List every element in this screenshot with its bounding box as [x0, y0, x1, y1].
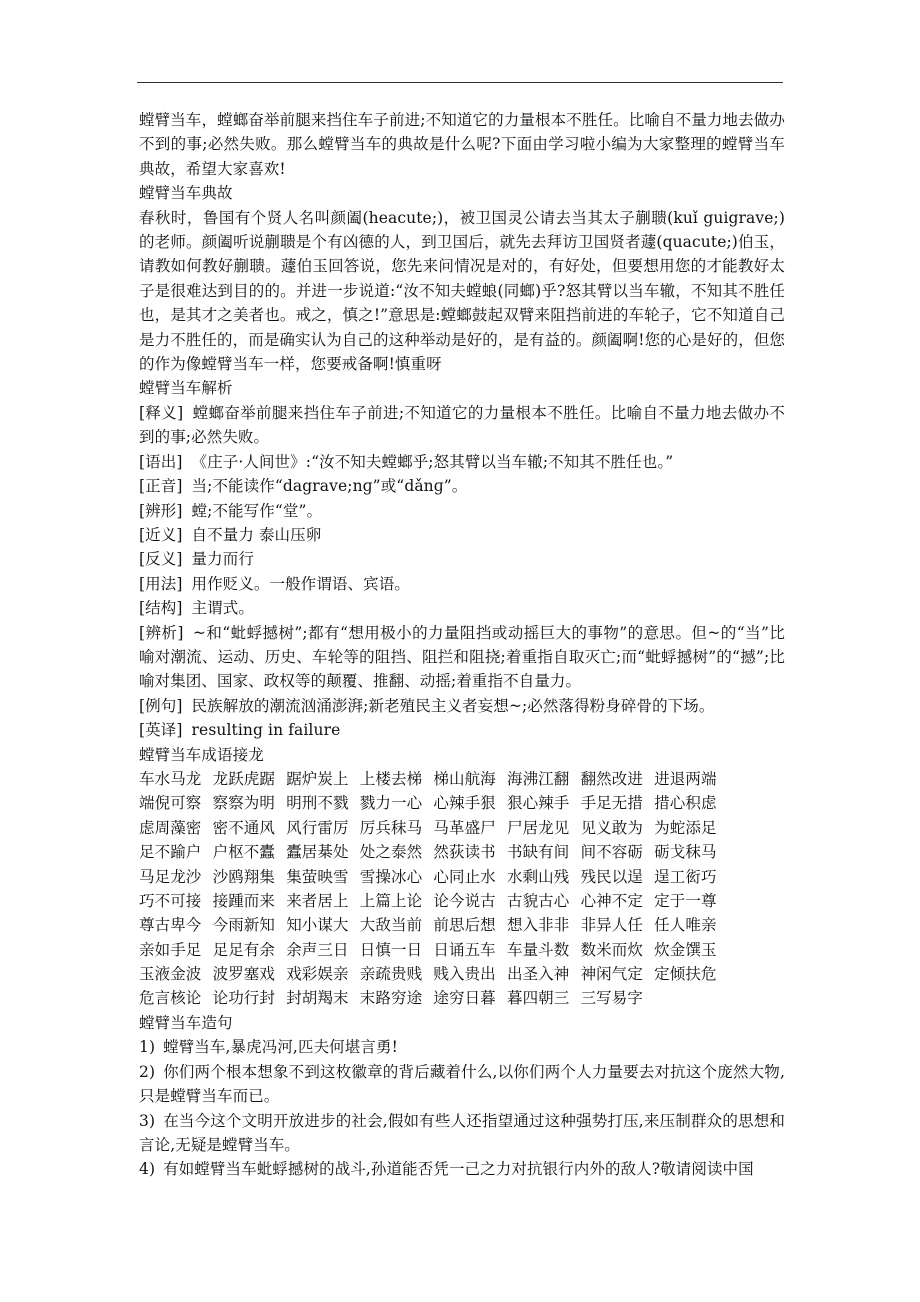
idiom-cell: 心神不定 [580, 891, 643, 910]
analysis-item [139, 694, 785, 718]
idiom-cell: 间不容砺 [580, 843, 643, 862]
idiom-cell: 定于一尊 [654, 891, 717, 910]
idiom-cell: 户枢不蠹 [212, 843, 275, 862]
sentence-text: 在当今这个文明开放进步的社会,假如有些人还指望通过这种强势打压,来压制群众的思想和言论,无疑是螳臂当车。 [139, 1111, 785, 1154]
analysis-text: ~和“蚍蜉撼树”;都有“想用极小的力量阻挡或动摇巨大的事物”的意思。但~的“当”比喻对潮流、运动、历史、车轮等的阻挡、阻拦和阻挠;着重指自取灭亡;而“蚍蜉撼树”的“撼”;比喻对集团、国家、政权等的颠覆、推翻、动摇;着重指不自量力。 [139, 623, 785, 691]
idiom-cell: 贱入贵出 [433, 965, 496, 984]
idiom-cell: 足不踰户 [139, 843, 202, 862]
sentence-item [139, 1157, 785, 1181]
idiom-cell: 虑周藻密 [139, 818, 202, 837]
idiom-cell: 进退两端 [654, 769, 717, 788]
idiom-cell: 尊古卑今 [139, 916, 202, 935]
idiom-row [139, 816, 785, 840]
idiom-cell: 日慎一日 [359, 940, 423, 959]
idiom-cell: 上楼去梯 [359, 769, 423, 788]
idiom-cell: 书缺有间 [506, 843, 570, 862]
idiom-cell: 察察为明 [212, 794, 275, 813]
story-paragraph: 春秋时，鲁国有个贤人名叫颜阖(heacute;)，被卫国灵公请去当其太子蒯聩(kuǐ guigrave;)的老师。颜阖听说蒯聩是个有凶德的人，到卫国后，就先去拜访卫国贤者蘧(quacute;)伯玉，请教如何教好蒯聩。蘧伯玉回答说，您先来问情况是对的，有好处，但要想用您的才能教好太子是很难达到目的的。并进一步说道:“汝不知夫螳蜋(同螂)乎?怒其臂以当车辙，不知其不胜任也，是其才之美者也。戒之，慎之!”意思是:螳螂鼓起双臂来阻挡前进的车轮子，它不知道自己是力不胜任的，而是确实认为自己的这种举动是好的，是有益的。颜阖啊!您的心是好的，但您的作为像螳臂当车一样，您要戒备啊!慎重呀 [139, 208, 785, 374]
idiom-cell: 马革盛尸 [433, 818, 496, 837]
idiom-cell: 沙鸥翔集 [212, 867, 275, 886]
analysis-item [139, 621, 785, 694]
idiom-cell: 心同止水 [433, 867, 496, 886]
idiom-cell: 车量斗数 [506, 940, 570, 959]
analysis-text: 民族解放的潮流汹涌澎湃;新老殖民主义者妄想~;必然落得粉身碎骨的下场。 [191, 696, 715, 715]
sentence-text: 你们两个根本想象不到这枚徽章的背后藏着什么,以你们两个人力量要去对抗这个庞然大物,只是螳臂当车而已。 [139, 1062, 785, 1106]
idiom-cell: 足足有余 [212, 940, 275, 959]
idiom-row [139, 962, 785, 986]
idiom-cell: 今雨新知 [212, 916, 275, 935]
idiom-cell: 心辣手狠 [433, 794, 496, 813]
idiom-cell: 定倾扶危 [654, 965, 717, 984]
idiom-cell: 残民以逞 [580, 867, 643, 886]
idiom-cell: 逞工衒巧 [654, 867, 717, 886]
idiom-cell: 数米而炊 [580, 940, 643, 959]
idiom-cell: 厉兵秣马 [359, 818, 423, 837]
idiom-row [139, 791, 785, 815]
idiom-cell: 三写易字 [580, 989, 643, 1008]
header-rule [137, 82, 783, 83]
idiom-cell: 雪操冰心 [359, 867, 423, 886]
intro-paragraph: 螳臂当车，螳螂奋举前腿来挡住车子前进;不知道它的力量根本不胜任。比喻自不量力地去做办不到的事;必然失败。那么螳臂当车的典故是什么呢?下面由学习啦小编为大家整理的螳臂当车典故，希望大家喜欢! [139, 111, 785, 178]
idiom-cell: 砺戈秣马 [654, 843, 717, 862]
analysis-text: 主谓式。 [191, 599, 254, 618]
sentence-number: 1) [139, 1038, 156, 1057]
idiom-row [139, 865, 785, 889]
analysis-tag: [近义] [139, 525, 183, 544]
analysis-tag: [正音] [139, 477, 183, 496]
analysis-tag: [释义] [139, 403, 184, 422]
idiom-cell: 来者居上 [286, 891, 349, 910]
idiom-cell: 神闲气定 [580, 965, 643, 984]
analysis-item [139, 572, 785, 596]
sentence-item [139, 1035, 785, 1059]
idiom-cell: 余声三日 [286, 940, 349, 959]
idiom-cell: 水剩山残 [506, 867, 570, 886]
sentence-item [139, 1060, 785, 1109]
idiom-cell: 古貌古心 [506, 891, 570, 910]
idiom-row [139, 913, 785, 937]
idiom-cell: 亲如手足 [139, 940, 202, 959]
idiom-cell: 论功行封 [212, 989, 275, 1008]
idiom-cell: 翻然改进 [580, 769, 643, 788]
idiom-cell: 风行雷厉 [286, 818, 349, 837]
idiom-cell: 封胡羯末 [286, 989, 349, 1008]
idiom-cell: 密不通风 [212, 818, 275, 837]
idiom-cell: 前思后想 [433, 916, 496, 935]
idiom-cell: 蠹居棊处 [286, 843, 349, 862]
document-body [139, 108, 785, 1182]
idiom-cell: 车水马龙 [139, 769, 202, 788]
analysis-item [139, 596, 785, 620]
analysis-tag: [用法] [139, 574, 183, 593]
analysis-item [139, 401, 785, 450]
sentence-number: 3) [139, 1111, 156, 1130]
sentence-text: 有如螳臂当车蚍蜉撼树的战斗,孙道能否凭一己之力对抗银行内外的敌人?敬请阅读中国 [163, 1160, 754, 1179]
idiom-cell: 知小谋大 [286, 916, 349, 935]
analysis-text: 自不量力 泰山压卵 [191, 525, 322, 544]
idiom-cell: 出圣入神 [506, 965, 570, 984]
analysis-item [139, 547, 785, 571]
idiom-cell: 接踵而来 [212, 891, 275, 910]
idiom-cell: 措心积虑 [654, 794, 717, 813]
idiom-cell: 见义敢为 [580, 818, 643, 837]
idiom-cell: 暮四朝三 [506, 989, 570, 1008]
idiom-row [139, 938, 785, 962]
idiom-cell: 末路穷途 [359, 989, 423, 1008]
analysis-tag: [反义] [139, 550, 183, 569]
idiom-cell: 踞炉炭上 [286, 769, 349, 788]
idiom-cell: 龙跃虎踞 [212, 769, 275, 788]
idiom-cell: 亲疏贵贱 [359, 965, 423, 984]
idiom-cell: 非异人任 [580, 916, 643, 935]
idiom-cell: 巧不可接 [139, 891, 202, 910]
idiom-row [139, 840, 785, 864]
sentence-text: 螳臂当车,暴虎冯河,匹夫何堪言勇! [163, 1038, 398, 1057]
sentences-heading: 螳臂当车造句 [139, 1013, 233, 1032]
analysis-text: 量力而行 [191, 550, 254, 569]
idiom-chain-grid [139, 767, 785, 1011]
idiom-cell: 集萤映雪 [286, 867, 349, 886]
idiom-cell: 海沸江翻 [506, 769, 570, 788]
sentence-number: 4) [139, 1160, 156, 1179]
sentence-list [139, 1035, 785, 1181]
idiom-cell: 戮力一心 [359, 794, 423, 813]
analysis-text: 螳螂奋举前腿来挡住车子前进;不知道它的力量根本不胜任。比喻自不量力地去做办不到的事;必然失败。 [139, 403, 785, 447]
story-heading: 螳臂当车典故 [139, 184, 233, 203]
analysis-text: 螳;不能写作“堂”。 [191, 501, 323, 520]
analysis-text: 当;不能读作“dagrave;nɡ”或“dǎnɡ”。 [191, 477, 468, 496]
idiom-cell: 梯山航海 [433, 769, 496, 788]
idiom-cell: 大敌当前 [359, 916, 423, 935]
idiom-cell: 波罗塞戏 [212, 965, 275, 984]
idiom-cell: 任人唯亲 [654, 916, 717, 935]
analysis-heading: 螳臂当车解析 [139, 379, 233, 398]
analysis-tag: [例句] [139, 696, 183, 715]
idiom-cell: 马足龙沙 [139, 867, 202, 886]
idiom-cell: 想入非非 [506, 916, 570, 935]
chain-heading: 螳臂当车成语接龙 [139, 745, 264, 764]
analysis-item [139, 450, 785, 474]
analysis-item [139, 499, 785, 523]
analysis-item [139, 718, 785, 742]
idiom-cell: 玉液金波 [139, 965, 202, 984]
idiom-row [139, 767, 785, 791]
idiom-cell: 然荻读书 [433, 843, 496, 862]
idiom-cell: 处之泰然 [359, 843, 423, 862]
idiom-cell: 戏彩娱亲 [286, 965, 349, 984]
idiom-row [139, 889, 785, 913]
analysis-tag: [辨析] [139, 623, 184, 642]
sentence-number: 2) [139, 1062, 156, 1081]
analysis-text: resulting in failure [191, 721, 341, 740]
idiom-cell: 手足无措 [580, 794, 643, 813]
analysis-text: 《庄子·人间世》:“汝不知夫螳螂乎;怒其臂以当车辙;不知其不胜任也。” [191, 452, 674, 471]
idiom-cell: 端倪可察 [139, 794, 202, 813]
analysis-list [139, 401, 785, 743]
analysis-tag: [英译] [139, 721, 183, 740]
idiom-cell: 论今说古 [433, 891, 496, 910]
sentence-item [139, 1109, 785, 1158]
idiom-cell: 危言核论 [139, 989, 202, 1008]
idiom-cell: 炊金馔玉 [654, 940, 717, 959]
analysis-tag: [辨形] [139, 501, 183, 520]
idiom-cell: 狠心辣手 [506, 794, 570, 813]
idiom-cell: 明刑不戮 [286, 794, 349, 813]
analysis-text: 用作贬义。一般作谓语、宾语。 [191, 574, 410, 593]
analysis-item [139, 523, 785, 547]
idiom-cell: 上篇上论 [359, 891, 423, 910]
idiom-row [139, 986, 785, 1010]
idiom-cell: 为蛇添足 [654, 818, 717, 837]
idiom-cell: 尸居龙见 [506, 818, 570, 837]
idiom-cell: 途穷日暮 [433, 989, 496, 1008]
analysis-item [139, 474, 785, 498]
analysis-tag: [结构] [139, 599, 183, 618]
analysis-tag: [语出] [139, 452, 183, 471]
idiom-cell: 日诵五车 [433, 940, 496, 959]
